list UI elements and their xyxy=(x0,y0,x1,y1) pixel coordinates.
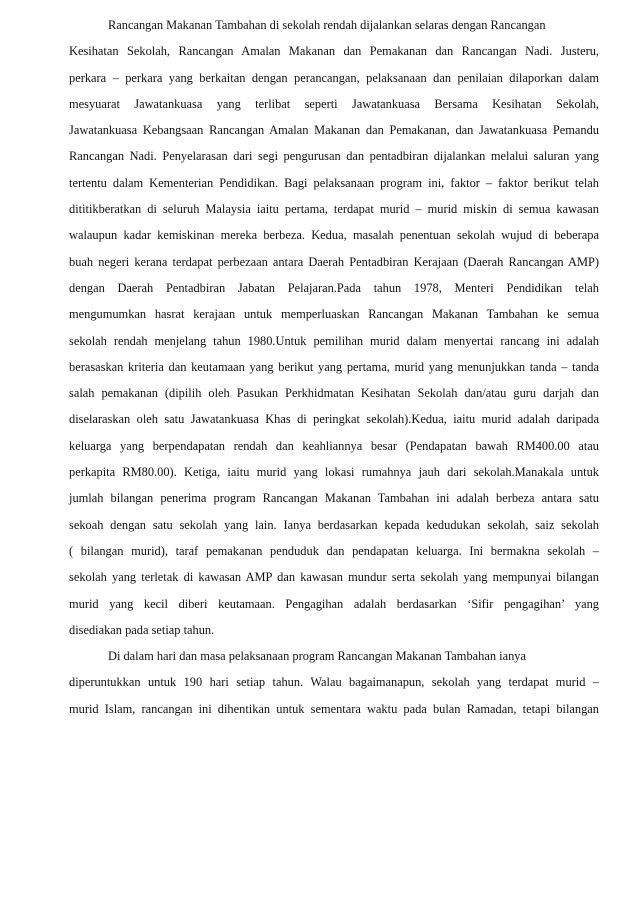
paragraph-2-line-1: Di dalam hari dan masa pelaksanaan program Rancangan Makanan Tambahan ianya xyxy=(108,649,526,664)
paragraph-1-line-8: dititikberatkan di seluruh Malaysia iaitu pertama, terdapat murid – murid miskin di semua kawasan xyxy=(69,202,599,217)
paragraph-1-line-20: sekoah dengan satu sekolah yang lain. Ianya berdasarkan kepada kedudukan sekolah, saiz sekolah xyxy=(69,517,599,532)
document-body xyxy=(69,12,599,722)
paragraph-1-line-24: disediakan pada setiap tahun. xyxy=(69,622,215,637)
paragraph-1-line-11: dengan Daerah Pentadbiran Jabatan Pelajaran.Pada tahun 1978, Menteri Pendidikan telah xyxy=(69,280,599,295)
paragraph-1-line-3: perkara – perkara yang berkaitan dengan perancangan, pelaksanaan dan penilaian dilaporkan dalam xyxy=(69,70,599,85)
paragraph-1-line-12: mengumumkan hasrat kerajaan untuk memperluaskan Rancangan Makanan Tambahan ke semua xyxy=(69,307,599,322)
paragraph-1-line-21: ( bilangan murid), taraf pemakanan penduduk dan pendapatan keluarga. Ini bermakna sekolah – xyxy=(69,543,599,558)
paragraph-2-line-3: murid Islam, rancangan ini dihentikan untuk sementara waktu pada bulan Ramadan, tetapi bilangan xyxy=(69,701,599,716)
paragraph-1-line-19: jumlah bilangan penerima program Rancangan Makanan Tambahan ini adalah berbeza antara satu xyxy=(69,491,599,506)
paragraph-1-line-2: Kesihatan Sekolah, Rancangan Amalan Makanan dan Pemakanan dan Rancangan Nadi. Justeru, xyxy=(69,44,599,59)
paragraph-1-line-16: diselaraskan oleh satu Jawatankuasa Khas di peringkat sekolah).Kedua, iaitu murid adalah daripada xyxy=(69,412,599,427)
paragraph-1-line-4: mesyuarat Jawatankuasa yang terlibat seperti Jawatankuasa Bersama Kesihatan Sekolah, xyxy=(69,96,599,111)
paragraph-1-line-5: Jawatankuasa Kebangsaan Rancangan Amalan Makanan dan Pemakanan, dan Jawatankuasa Pemandu xyxy=(69,123,599,138)
paragraph-1-line-6: Rancangan Nadi. Penyelarasan dari segi pengurusan dan pentadbiran dijalankan melalui saluran yang xyxy=(69,149,599,164)
paragraph-1-line-7: tertentu dalam Kementerian Pendidikan. Bagi pelaksanaan program ini, faktor – faktor berikut telah xyxy=(69,175,599,190)
paragraph-1-line-13: sekolah rendah menjelang tahun 1980.Untuk pemilihan murid dalam menyertai rancang ini adalah xyxy=(69,333,599,348)
paragraph-1-line-23: murid yang kecil diberi keutamaan. Pengagihan adalah berdasarkan ‘Sifir pengagihan’ yang xyxy=(69,596,599,611)
paragraph-1-line-10: buah negeri kerana terdapat perbezaan antara Daerah Pentadbiran Kerajaan (Daerah Rancangan AMP) xyxy=(69,254,599,269)
paragraph-1-line-22: sekolah yang terletak di kawasan AMP dan kawasan mundur serta sekolah yang mempunyai bilangan xyxy=(69,570,599,585)
paragraph-2-line-2: diperuntukkan untuk 190 hari setiap tahun. Walau bagaimanapun, sekolah yang terdapat murid – xyxy=(69,675,599,690)
paragraph-1-line-14: berasaskan kriteria dan keutamaan yang berikut yang pertama, murid yang menunjukkan tanda – tanda xyxy=(69,359,599,374)
paragraph-1-line-15: salah pemakanan (dipilih oleh Pasukan Perkhidmatan Kesihatan Sekolah dan/atau guru darjah dan xyxy=(69,386,599,401)
paragraph-1-line-17: keluarga yang berpendapatan rendah dan keahliannya besar (Pendapatan bawah RM400.00 atau xyxy=(69,438,599,453)
paragraph-1-line-9: walaupun kadar kemiskinan mereka berbeza. Kedua, masalah penentuan sekolah wujud di beberapa xyxy=(69,228,599,243)
paragraph-1-line-18: perkapita RM80.00). Ketiga, iaitu murid yang lokasi rumahnya jauh dari sekolah.Manakala untuk xyxy=(69,465,599,480)
paragraph-1-line-1: Rancangan Makanan Tambahan di sekolah rendah dijalankan selaras dengan Rancangan xyxy=(108,18,546,32)
